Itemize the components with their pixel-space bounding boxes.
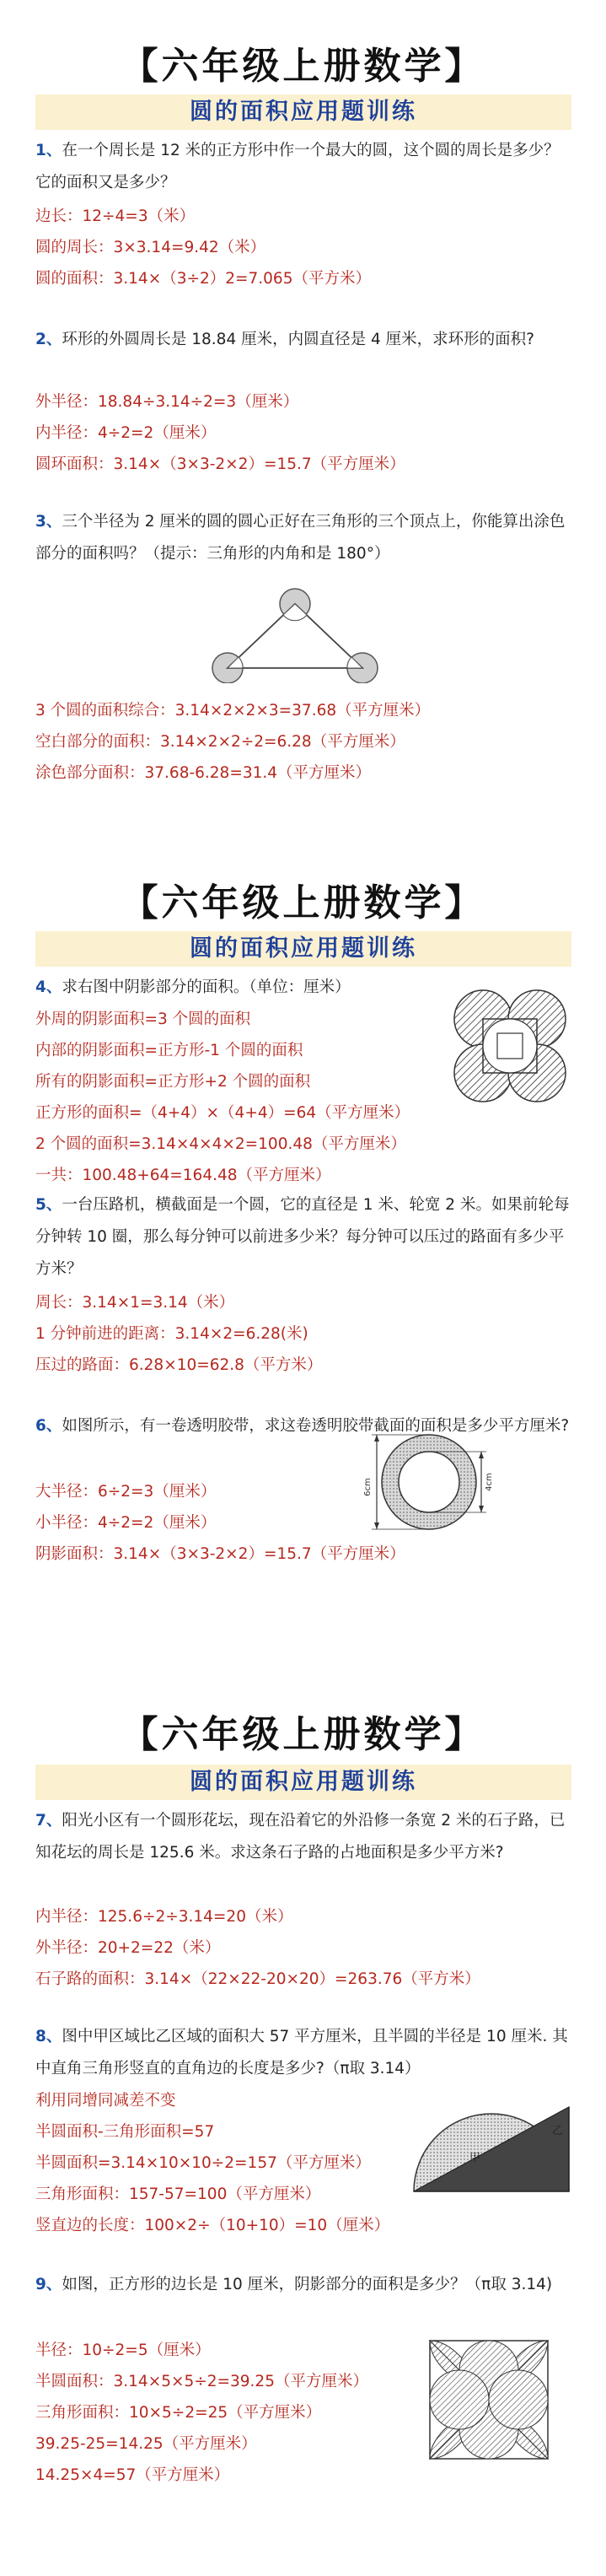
semicircle-triangle-figure: [409, 2100, 577, 2197]
four-petal-figure: [426, 2336, 552, 2463]
section-subtitle: 圆的面积应用题训练: [35, 931, 571, 967]
answer-line: 空白部分的面积：3.14×2×2÷2=6.28（平方厘米）: [35, 733, 405, 751]
answer-line: 半圆面积：3.14×5×5÷2=39.25（平方厘米）: [35, 2373, 368, 2390]
answer-line: 阴影面积：3.14×（3×3-2×2）=15.7（平方厘米）: [35, 1545, 405, 1563]
answer-line: 外半径：18.84÷3.14÷2=3（厘米）: [35, 393, 299, 411]
question-text: 如图，正方形的边长是 10 厘米，阴影部分的面积是多少？（π取 3.14): [62, 2276, 553, 2293]
answer-line: 内半径：4÷2=2（厘米）: [35, 424, 217, 442]
problem-7-answers: [35, 1901, 480, 1995]
answer-line: 所有的阴影面积=正方形+2 个圆的面积: [35, 1073, 311, 1091]
figure-label-yi: 乙: [552, 2125, 564, 2137]
answer-line: 2 个圆的面积=3.14×4×4×2=100.48（平方厘米）: [35, 1135, 406, 1153]
answer-line: 半径：10÷2=5（厘米）: [35, 2342, 211, 2359]
problem-7-question: [35, 1805, 575, 1869]
problem-number: 9、: [35, 2276, 62, 2293]
answer-line: 圆的周长：3×3.14=9.42（米）: [35, 239, 266, 256]
triangle-circles-figure: [202, 582, 388, 683]
answer-line: 边长：12÷4=3（米）: [35, 207, 196, 225]
answer-line: 14.25×4=57（平方厘米）: [35, 2466, 230, 2484]
problem-1-answers: [35, 201, 371, 294]
problem-2-question: [35, 324, 575, 356]
problem-number: 8、: [35, 2028, 62, 2045]
answer-line: 3 个圆的面积综合：3.14×2×2×3=37.68（平方厘米）: [35, 702, 431, 719]
answer-line: 竖直边的长度：100×2÷（10+10）=10（厘米）: [35, 2217, 390, 2234]
section-title: 【六年级上册数学】: [121, 881, 485, 924]
answer-line: 小半径：4÷2=2（厘米）: [35, 1514, 217, 1532]
answer-line: 涂色部分面积：37.68-6.28=31.4（平方厘米）: [35, 764, 372, 782]
answer-line: 压过的路面：6.28×10=62.8（平方米）: [35, 1356, 323, 1374]
problem-4-answers: [35, 1004, 410, 1191]
problem-1-question: [35, 135, 575, 199]
section-subtitle: 圆的面积应用题训练: [35, 1765, 571, 1800]
answer-line: 内半径：125.6÷2÷3.14=20（米）: [35, 1908, 293, 1926]
question-text: 图中甲区域比乙区域的面积大 57 平方厘米，且半圆的半径是 10 厘米. 其中直角三角形竖直的直角边的长度是多少?（π取 3.14）: [35, 2028, 568, 2078]
section-title: 【六年级上册数学】: [121, 45, 485, 88]
question-text: 一台压路机，横截面是一个圆，它的直径是 1 米、轮宽 2 米。如果前轮每分钟转 10 圈，那么每分钟可以前进多少米？每分钟可以压过的路面有多少平方米？: [35, 1196, 570, 1278]
problem-8-answers: [35, 2085, 389, 2241]
problem-3-answers: [35, 695, 430, 789]
answer-line: 大半径：6÷2=3（厘米）: [35, 1483, 217, 1501]
section-title: 【六年级上册数学】: [121, 1713, 485, 1756]
problem-number: 6、: [35, 1417, 62, 1435]
problem-number: 5、: [35, 1196, 62, 1214]
answer-line: 39.25-25=14.25（平方厘米）: [35, 2435, 257, 2453]
problem-5-answers: [35, 1287, 322, 1381]
problem-5-question: [35, 1189, 575, 1285]
answer-line: 圆环面积：3.14×（3×3-2×2）=15.7（平方厘米）: [35, 455, 405, 473]
answer-line: 三角形面积：157-57=100（平方厘米）: [35, 2185, 321, 2203]
question-text: 如图所示，有一卷透明胶带，求这卷透明胶带截面的面积是多少平方厘米?: [62, 1417, 570, 1435]
answer-line: 三角形面积：10×5÷2=25（平方厘米）: [35, 2404, 322, 2422]
problem-6-answers: [35, 1476, 405, 1570]
answer-line: 外周的阴影面积=3 个圆的面积: [35, 1010, 251, 1028]
answer-line: 半圆面积=3.14×10×10÷2=157（平方厘米）: [35, 2154, 371, 2172]
four-circles-figure: [447, 983, 573, 1109]
problem-2-answers: [35, 386, 405, 480]
figure-label-jia: 甲: [469, 2152, 481, 2164]
problem-number: 1、: [35, 142, 62, 159]
problem-8-question: [35, 2021, 575, 2085]
answer-line: 周长：3.14×1=3.14（米）: [35, 1294, 235, 1312]
figure-label-outer: 6cm: [363, 1478, 373, 1496]
question-text: 求右图中阴影部分的面积。（单位：厘米）: [62, 978, 351, 996]
problem-number: 7、: [35, 1812, 62, 1830]
question-text: 环形的外圆周长是 18.84 厘米，内圆直径是 4 厘米，求环形的面积?: [62, 331, 534, 348]
answer-line: 半圆面积-三角形面积=57: [35, 2123, 215, 2141]
problem-3-question: [35, 506, 575, 570]
answer-line: 1 分钟前进的距离：3.14×2=6.28(米): [35, 1325, 308, 1343]
question-text: 在一个周长是 12 米的正方形中作一个最大的圆，这个圆的周长是多少？它的面积又是多少？: [35, 142, 560, 191]
answer-line: 一共：100.48+64=164.48（平方厘米）: [35, 1167, 331, 1184]
answer-line: 利用同增同减差不变: [35, 2092, 176, 2110]
problem-9-question: [35, 2269, 575, 2301]
answer-line: 圆的面积：3.14×（3÷2）2=7.065（平方米）: [35, 270, 371, 288]
problem-number: 3、: [35, 513, 62, 531]
figure-label-inner: 4cm: [485, 1473, 494, 1491]
problem-number: 2、: [35, 331, 62, 348]
answer-line: 内部的阴影面积=正方形-1 个圆的面积: [35, 1042, 303, 1059]
question-text: 三个半径为 2 厘米的圆的圆心正好在三角形的三个顶点上，你能算出涂色部分的面积吗？（提示：三角形的内角和是 180°）: [35, 513, 566, 563]
answer-line: 正方形的面积=（4+4）×（4+4）=64（平方厘米）: [35, 1104, 410, 1122]
answer-line: 外半径：20+2=22（米）: [35, 1939, 221, 1957]
problem-number: 4、: [35, 978, 62, 996]
question-text: 阳光小区有一个圆形花坛，现在沿着它的外沿修一条宽 2 米的石子路，已知花坛的周长是 125.6 米。求这条石子路的占地面积是多少平方米?: [35, 1812, 566, 1862]
section-subtitle: 圆的面积应用题训练: [35, 94, 571, 130]
answer-line: 石子路的面积：3.14×（22×22-20×20）=263.76（平方米）: [35, 1970, 480, 1988]
problem-9-answers: [35, 2335, 368, 2491]
